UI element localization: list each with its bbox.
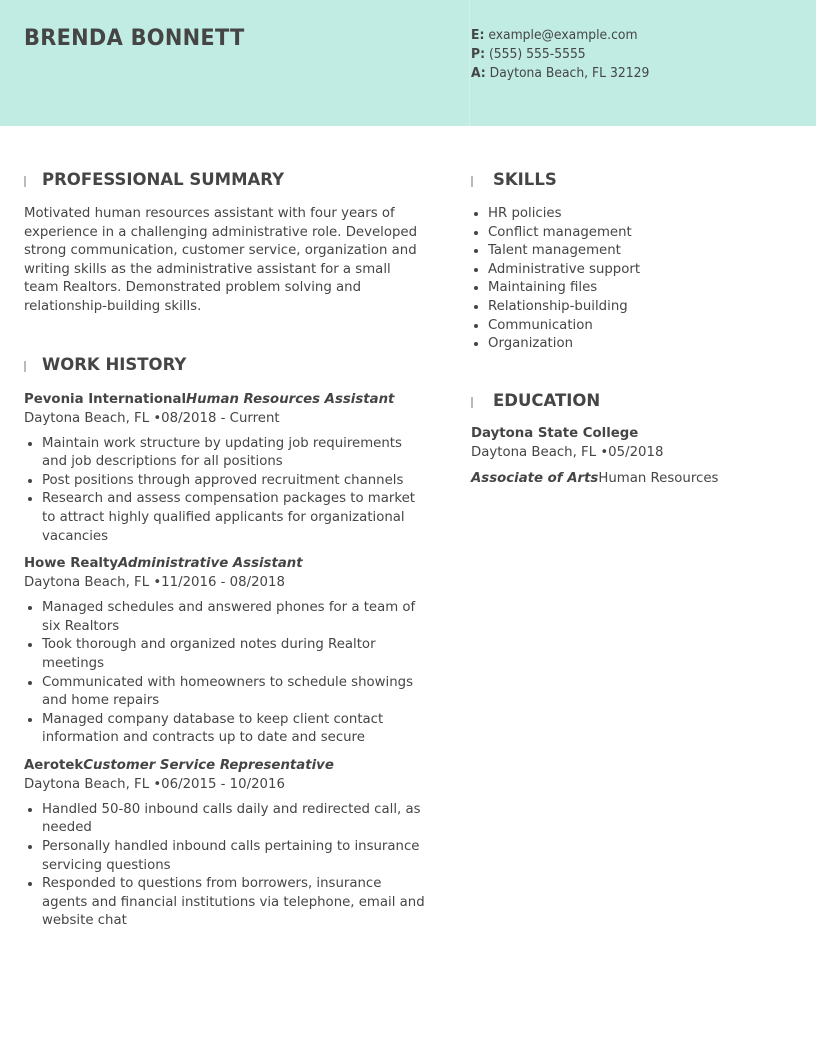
job-bullet: • Post positions through approved recruitment channels xyxy=(42,472,429,491)
job-bullets xyxy=(24,599,429,748)
summary-text: Motivated human resources assistant with four years of experience in a challenging administrative role. Developed strong communication, customer service, organization and writing skills as the administrative assistant for a small team Realtors. Demonstrated problem solving and relationship-building skills. xyxy=(24,206,418,314)
heading-bar xyxy=(24,361,26,372)
address-label: A: xyxy=(471,66,486,81)
job-entry xyxy=(24,554,429,748)
job-bullets xyxy=(24,801,429,931)
job-bullet: • Communicated with homeowners to schedule showings and home repairs xyxy=(42,674,429,711)
job-position: Human Resources Assistant xyxy=(186,391,395,407)
school-name: Daytona State College xyxy=(471,425,639,441)
job-bullet: • Responded to questions from borrowers, insurance agents and financial institutions via telephone, email and website chat xyxy=(42,875,429,931)
education-heading xyxy=(471,390,791,412)
heading-bar xyxy=(24,176,26,187)
degree-field: Human Resources xyxy=(598,470,719,486)
skill-item: • HR policies xyxy=(488,205,791,224)
work-heading xyxy=(24,354,429,376)
degree xyxy=(471,469,791,488)
summary-heading xyxy=(24,169,429,191)
education-section xyxy=(471,390,791,488)
phone-value: (555) 555-5555 xyxy=(488,47,586,62)
job-bullet: • Maintain work structure by updating job requirements and job descriptions for all positions xyxy=(42,435,429,472)
resume-header xyxy=(0,0,816,126)
job-bullet: • Personally handled inbound calls pertaining to insurance servicing questions xyxy=(42,838,429,875)
skills-section xyxy=(471,169,791,354)
summary-title: PROFESSIONAL SUMMARY xyxy=(42,170,285,189)
job-bullet: • Took thorough and organized notes during Realtor meetings xyxy=(42,636,429,673)
job-heading xyxy=(24,554,429,573)
job-company: Pevonia International xyxy=(24,391,187,407)
job-bullet: • Research and assess compensation packages to market to attract highly qualified applicants for organizational vacancies xyxy=(42,490,429,546)
job-meta: Daytona Beach, FL •11/2016 - 08/2018 xyxy=(24,575,285,591)
education-title: EDUCATION xyxy=(493,390,601,410)
contact-email xyxy=(471,26,649,45)
job-heading xyxy=(24,390,429,409)
candidate-name: BRENDA BONNETT xyxy=(24,26,245,51)
skills-title: SKILLS xyxy=(493,170,557,189)
school-meta: Daytona Beach, FL •05/2018 xyxy=(471,444,664,460)
address-value: Daytona Beach, FL 32129 xyxy=(489,66,650,81)
email-label: E: xyxy=(471,28,485,43)
degree-name: Associate of Arts xyxy=(471,470,599,486)
job-entry xyxy=(24,756,429,931)
job-bullet: • Managed schedules and answered phones for a team of six Realtors xyxy=(42,599,429,636)
work-history-section xyxy=(24,354,429,931)
heading-bar xyxy=(471,397,473,408)
job-meta: Daytona Beach, FL •06/2015 - 10/2016 xyxy=(24,776,285,792)
job-company: Aerotek xyxy=(24,757,84,773)
left-column xyxy=(24,169,429,939)
skill-item: • Administrative support xyxy=(488,261,791,280)
skill-item: • Communication xyxy=(488,317,791,336)
job-position: Customer Service Representative xyxy=(83,757,334,773)
contact-phone xyxy=(471,45,649,64)
job-bullet: • Handled 50-80 inbound calls daily and redirected call, as needed xyxy=(42,801,429,838)
job-company: Howe Realty xyxy=(24,556,119,572)
job-entry xyxy=(24,390,429,547)
job-bullets xyxy=(24,435,429,547)
skills-list xyxy=(471,205,791,354)
job-bullet: • Managed company database to keep client contact information and contracts up to date and secure xyxy=(42,711,429,748)
phone-label: P: xyxy=(471,47,486,62)
skill-item: • Talent management xyxy=(488,242,791,261)
skill-item: • Relationship-building xyxy=(488,298,791,317)
skill-item: • Maintaining files xyxy=(488,279,791,298)
right-column xyxy=(471,169,791,488)
contact-address xyxy=(471,64,649,83)
job-position: Administrative Assistant xyxy=(118,556,303,572)
work-title: WORK HISTORY xyxy=(42,354,187,374)
heading-bar xyxy=(471,176,473,187)
skills-heading xyxy=(471,169,791,191)
email-value: example@example.com xyxy=(488,28,638,43)
job-meta: Daytona Beach, FL •08/2018 - Current xyxy=(24,410,280,426)
job-heading xyxy=(24,756,429,775)
skill-item: • Organization xyxy=(488,335,791,354)
contact-info xyxy=(471,26,649,83)
skill-item: • Conflict management xyxy=(488,224,791,243)
header-divider xyxy=(469,0,470,126)
